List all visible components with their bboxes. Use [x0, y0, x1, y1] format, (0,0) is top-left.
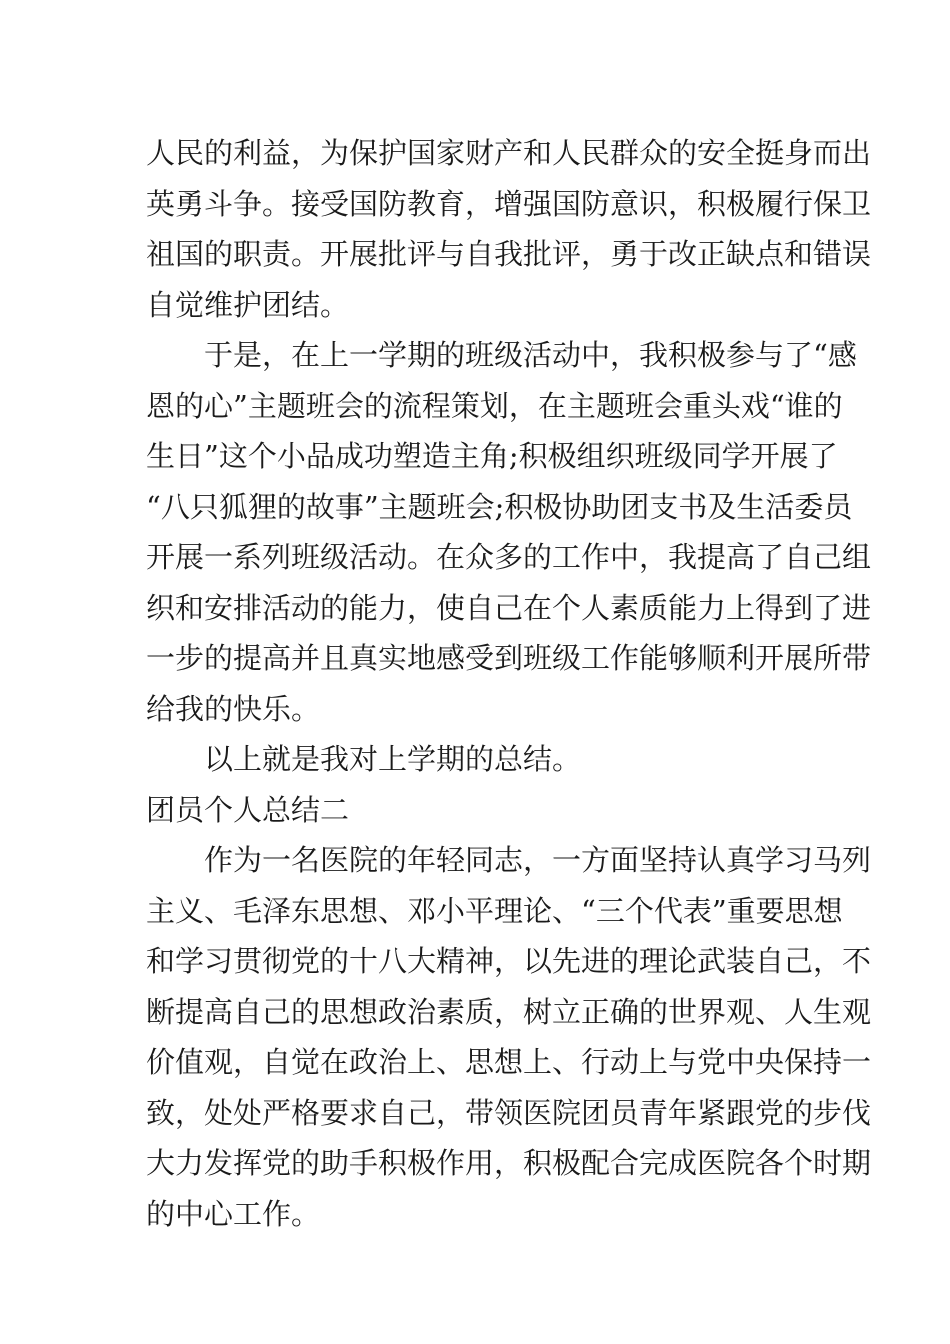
text-line: 一步的提高并且真实地感受到班级工作能够顺利开展所带	[146, 641, 872, 675]
text-line: 大力发挥党的助手积极作用，积极配合完成医院各个时期	[146, 1146, 872, 1180]
text-line: 团员个人总结二	[146, 792, 350, 827]
text-line: 祖国的职责。开展批评与自我批评，勇于改正缺点和错误	[146, 237, 872, 271]
text-line: 的中心工作。	[146, 1196, 321, 1231]
text-line: 给我的快乐。	[146, 691, 321, 726]
text-line: 作为一名医院的年轻同志，一方面坚持认真学习马列	[204, 843, 872, 877]
text-line: “八只狐狸的故事”主题班会;积极协助团支书及生活委员	[146, 489, 853, 524]
text-line: 断提高自己的思想政治素质，树立正确的世界观、人生观	[146, 994, 872, 1029]
paragraph	[146, 128, 872, 330]
text-line: 致，处处严格要求自己，带领医院团员青年紧跟党的步伐	[146, 1095, 872, 1130]
text-line: 英勇斗争。接受国防教育，增强国防意识，积极履行保卫	[146, 186, 872, 221]
section-heading	[146, 785, 808, 836]
text-line: 和学习贯彻党的十八大精神，以先进的理论武装自己，不	[146, 944, 872, 978]
text-line: 开展一系列班级活动。在众多的工作中，我提高了自己组	[146, 540, 872, 574]
text-line: 自觉维护团结。	[146, 287, 350, 322]
text-line: 于是，在上一学期的班级活动中，我积极参与了“感	[204, 338, 857, 372]
text-line: 人民的利益，为保护国家财产和人民群众的安全挺身而出	[146, 136, 872, 170]
text-line: 生日”这个小品成功塑造主角;积极组织班级同学开展了	[146, 439, 838, 473]
text-line: 以上就是我对上学期的总结。	[204, 742, 582, 776]
text-line: 主义、毛泽东思想、邓小平理论、“三个代表”重要思想	[146, 893, 843, 928]
text-line: 价值观，自觉在政治上、思想上、行动上与党中央保持一	[146, 1045, 872, 1079]
text-line: 恩的心”主题班会的流程策划，在主题班会重头戏“谁的	[146, 388, 843, 423]
paragraph	[146, 330, 872, 734]
document-body	[146, 128, 872, 1239]
paragraph	[146, 734, 808, 785]
paragraph	[146, 835, 872, 1239]
text-line: 织和安排活动的能力，使自己在个人素质能力上得到了进	[146, 590, 872, 625]
